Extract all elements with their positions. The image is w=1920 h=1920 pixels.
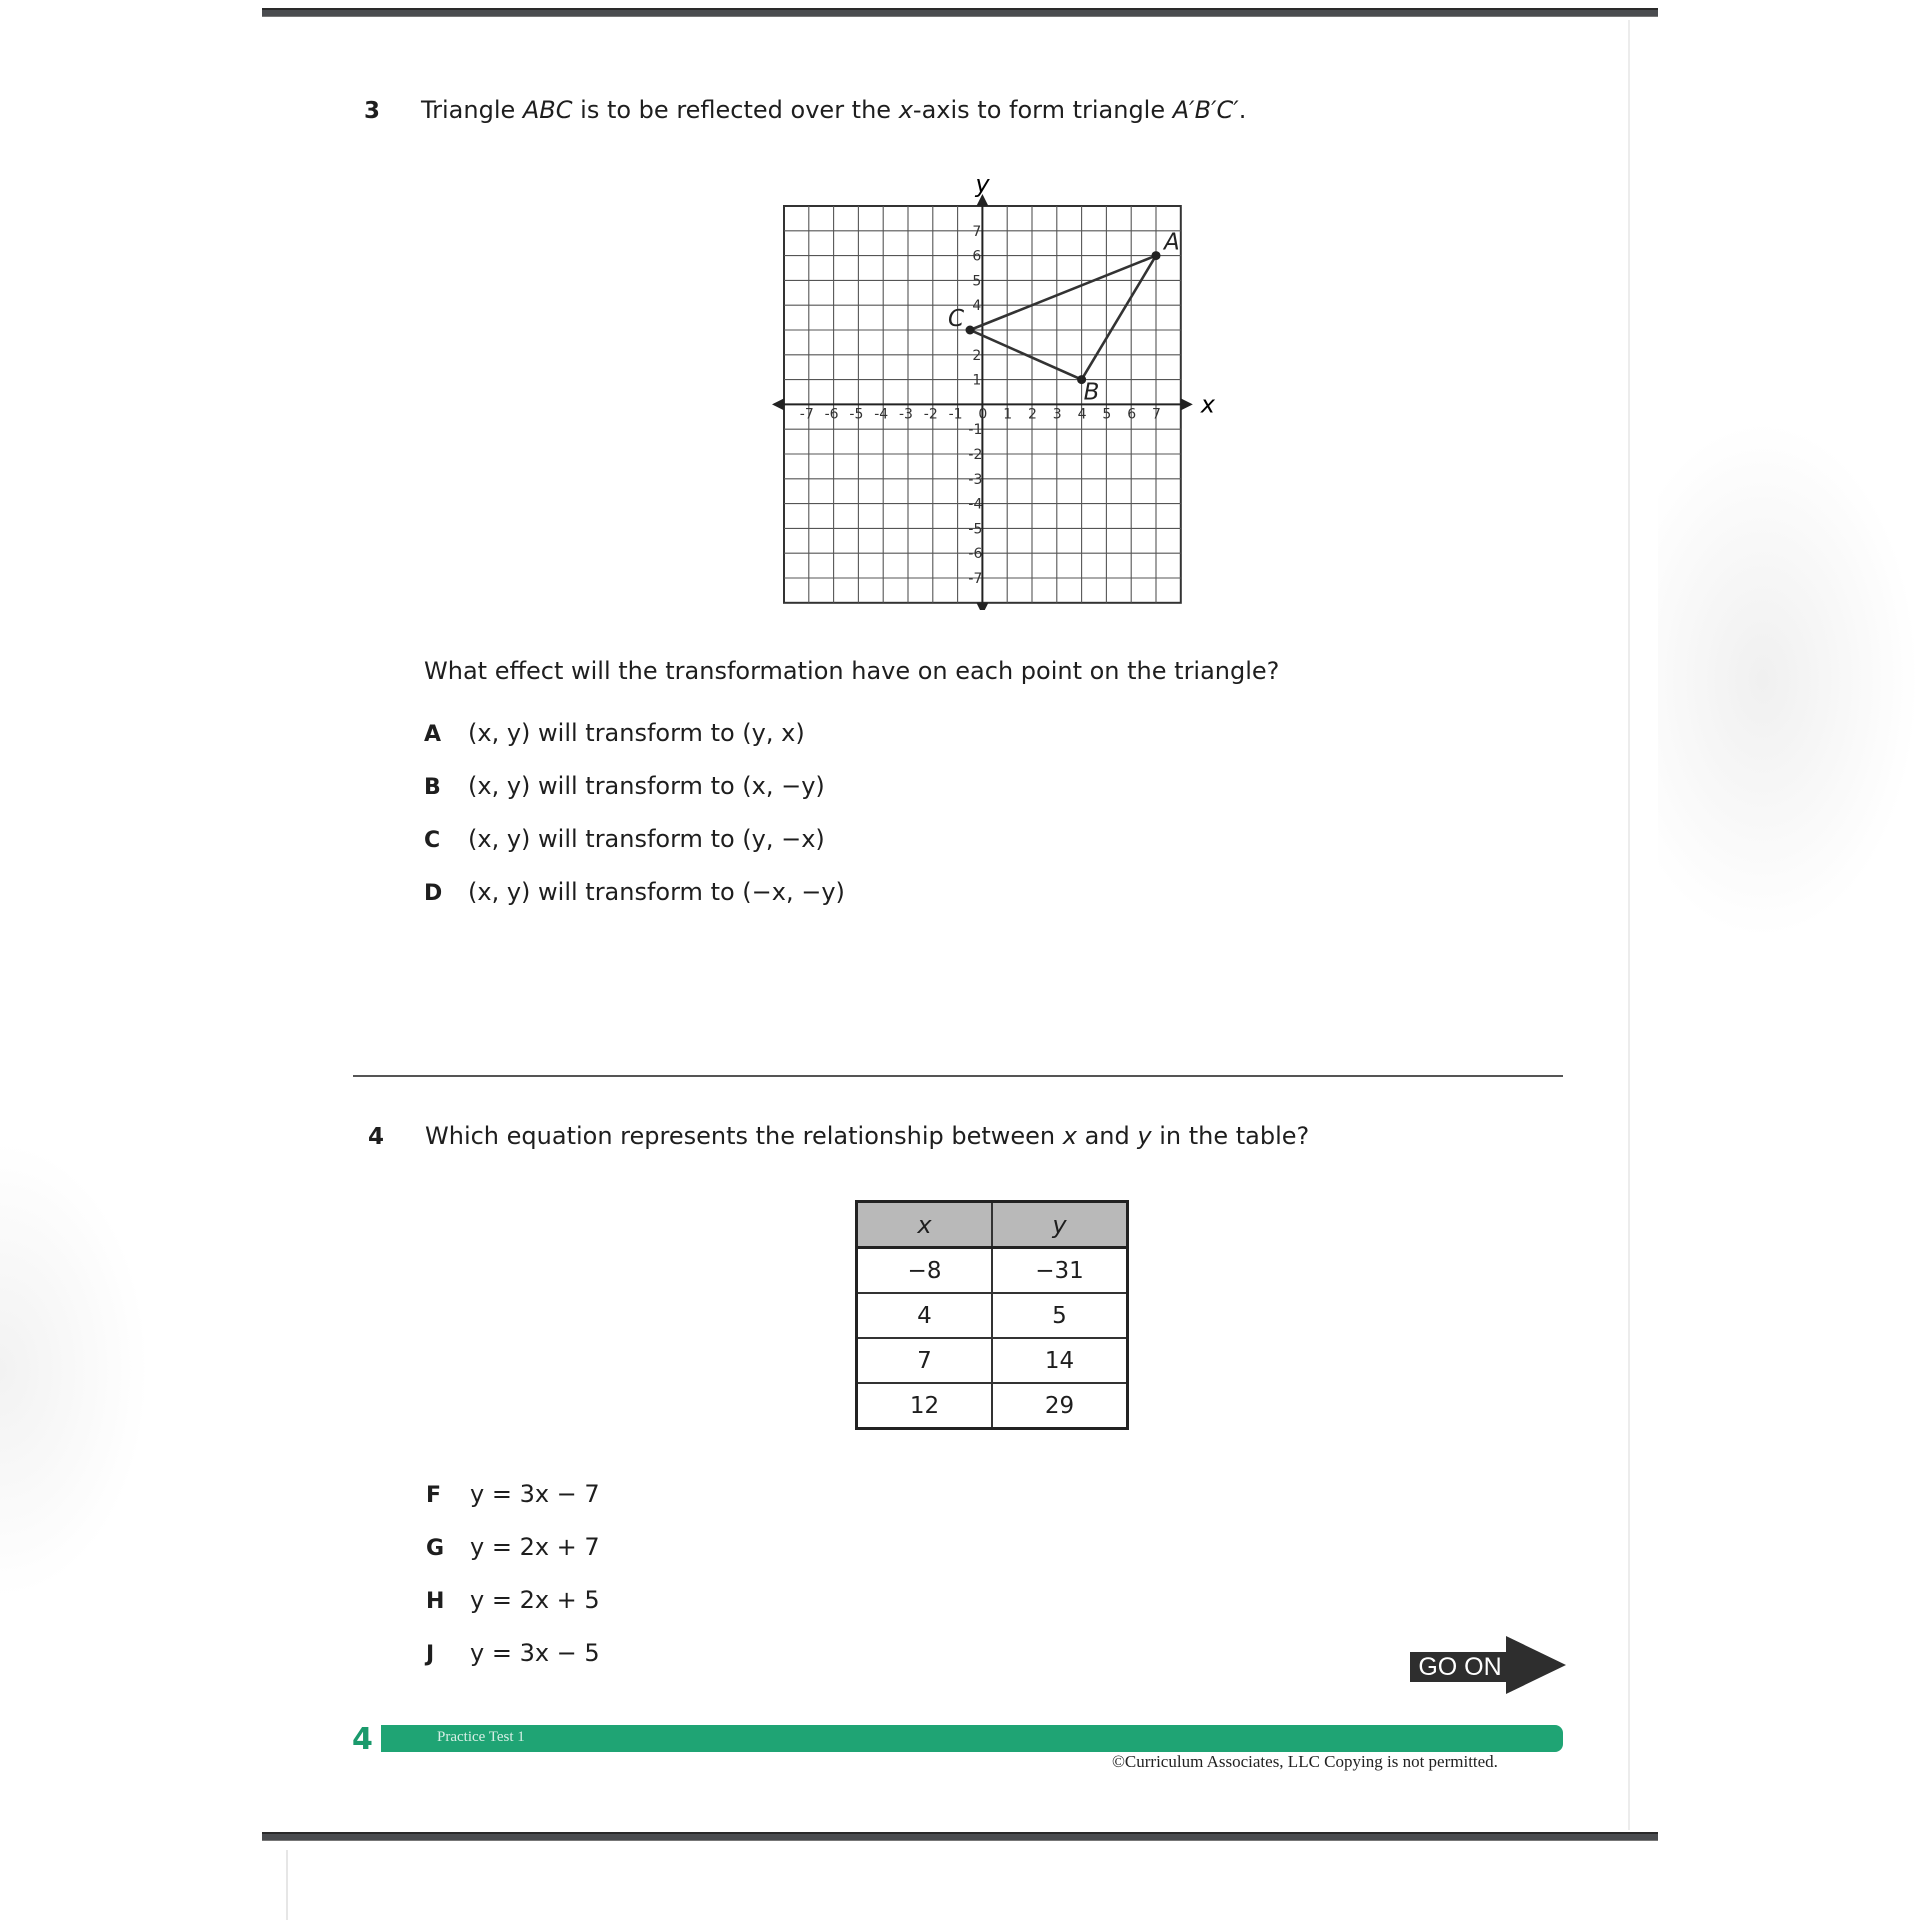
y-tick-label: -6 (968, 546, 983, 563)
y-tick-label: -5 (968, 521, 983, 538)
table-row (857, 1383, 1128, 1429)
question-4-number: 4 (368, 1124, 385, 1150)
x-tick-label: -4 (874, 406, 889, 423)
question-3-text: Triangle ABC is to be reflected over the x-axis to form triangle A′B′C′. (421, 96, 1247, 124)
table-cell: 12 (857, 1383, 993, 1429)
copyright-notice: ©Curriculum Associates, LLC Copying is not permitted. (1112, 1752, 1498, 1771)
y-axis-arrow-down-icon (976, 603, 988, 610)
table-cell: 5 (992, 1293, 1128, 1338)
y-tick-label: 2 (972, 347, 982, 364)
choice-text: y = 2x + 5 (470, 1586, 600, 1614)
table-cell: 4 (857, 1293, 993, 1338)
choice-text: y = 3x − 7 (470, 1480, 600, 1508)
page-edge (1628, 20, 1630, 1830)
x-axis-arrow-right-icon (1181, 398, 1193, 410)
table-cell: −8 (857, 1248, 993, 1294)
vertex-point-a (1152, 251, 1161, 260)
y-tick-label: 7 (972, 223, 982, 240)
x-tick-label: 3 (1052, 406, 1062, 423)
x-tick-label: 1 (1003, 406, 1013, 423)
question-4-text: Which equation represents the relationship between x and y in the table? (425, 1122, 1310, 1150)
y-tick-label: 4 (972, 298, 982, 315)
table-cell: −31 (992, 1248, 1128, 1294)
choice-text: (x, y) will transform to (y, −x) (468, 825, 825, 853)
x-tick-label: 6 (1127, 406, 1137, 423)
choice-letter: B (424, 775, 441, 800)
y-tick-label: 6 (972, 248, 982, 265)
answer-choice-a[interactable] (424, 719, 805, 747)
x-tick-label: -2 (923, 406, 938, 423)
vertex-point-c (966, 326, 975, 335)
choice-letter: A (424, 722, 442, 747)
y-tick-label: -1 (968, 422, 983, 439)
table-row (857, 1338, 1128, 1383)
y-axis-label: y (975, 170, 990, 198)
choice-letter: F (426, 1483, 442, 1508)
choice-letter: H (426, 1589, 445, 1614)
footer-bar (381, 1725, 1563, 1752)
x-tick-label: 4 (1077, 406, 1087, 423)
coordinate-graph (760, 170, 1220, 610)
x-tick-label: -6 (824, 406, 839, 423)
answer-choice-h[interactable] (426, 1586, 600, 1614)
answer-choice-d[interactable] (424, 878, 845, 906)
y-tick-label: -4 (968, 496, 983, 513)
answer-choice-f[interactable] (426, 1480, 600, 1508)
table-header-x: x (857, 1202, 993, 1248)
answer-choice-j[interactable] (426, 1639, 600, 1667)
y-tick-label: 5 (972, 273, 982, 290)
vertex-label-c: C (948, 306, 965, 332)
question-divider (353, 1075, 1563, 1077)
y-tick-label: -7 (968, 571, 983, 587)
footer-label: Practice Test 1 (437, 1729, 525, 1745)
question-3-prompt: What effect will the transformation have on each point on the triangle? (424, 657, 1280, 685)
table-cell: 14 (992, 1338, 1128, 1383)
x-axis-arrow-left-icon (772, 398, 784, 410)
vertex-label-b: B (1083, 379, 1100, 406)
choice-text: y = 3x − 5 (470, 1639, 600, 1667)
choice-letter: J (426, 1642, 435, 1667)
table-header-y: y (992, 1202, 1128, 1248)
choice-text: (x, y) will transform to (x, −y) (468, 772, 825, 800)
choice-letter: D (424, 881, 443, 906)
arrow-right-icon (1506, 1636, 1566, 1694)
x-tick-label: -3 (899, 406, 913, 423)
scan-shadow-left (0, 1140, 150, 1600)
table-row (857, 1248, 1128, 1294)
x-tick-label: 0 (978, 406, 988, 423)
table-header-row (857, 1202, 1128, 1248)
vertex-label-a: A (1164, 229, 1180, 256)
x-tick-label: -7 (799, 406, 814, 423)
x-tick-label: -1 (948, 406, 963, 423)
choice-letter: G (426, 1536, 445, 1561)
answer-choice-g[interactable] (426, 1533, 600, 1561)
choice-text: y = 2x + 7 (470, 1533, 600, 1561)
bottom-border-rule (262, 1832, 1658, 1841)
x-tick-label: -5 (849, 406, 864, 423)
scan-edge-mark (286, 1850, 288, 1920)
table-cell: 7 (857, 1338, 993, 1383)
x-axis-label: x (1200, 390, 1216, 419)
table-cell: 29 (992, 1383, 1128, 1429)
answer-choice-b[interactable] (424, 772, 825, 800)
answer-choice-c[interactable] (424, 825, 825, 853)
table-row (857, 1293, 1128, 1338)
xy-table (855, 1200, 1129, 1430)
choice-text: (x, y) will transform to (−x, −y) (468, 878, 845, 906)
y-tick-label: 1 (972, 372, 982, 389)
page-number: 4 (352, 1722, 373, 1757)
choice-letter: C (424, 828, 441, 853)
question-3-number: 3 (364, 98, 381, 124)
y-tick-label: -2 (968, 447, 983, 463)
y-tick-label: -3 (968, 471, 983, 488)
x-tick-label: 7 (1152, 406, 1161, 423)
scan-shadow (1658, 420, 1920, 940)
top-border-rule (262, 8, 1658, 17)
go-on-indicator (1410, 1636, 1566, 1694)
go-on-label: GO ON (1410, 1652, 1510, 1682)
choice-text: (x, y) will transform to (y, x) (468, 719, 805, 747)
x-tick-label: 5 (1102, 406, 1112, 423)
x-tick-label: 2 (1028, 406, 1037, 423)
